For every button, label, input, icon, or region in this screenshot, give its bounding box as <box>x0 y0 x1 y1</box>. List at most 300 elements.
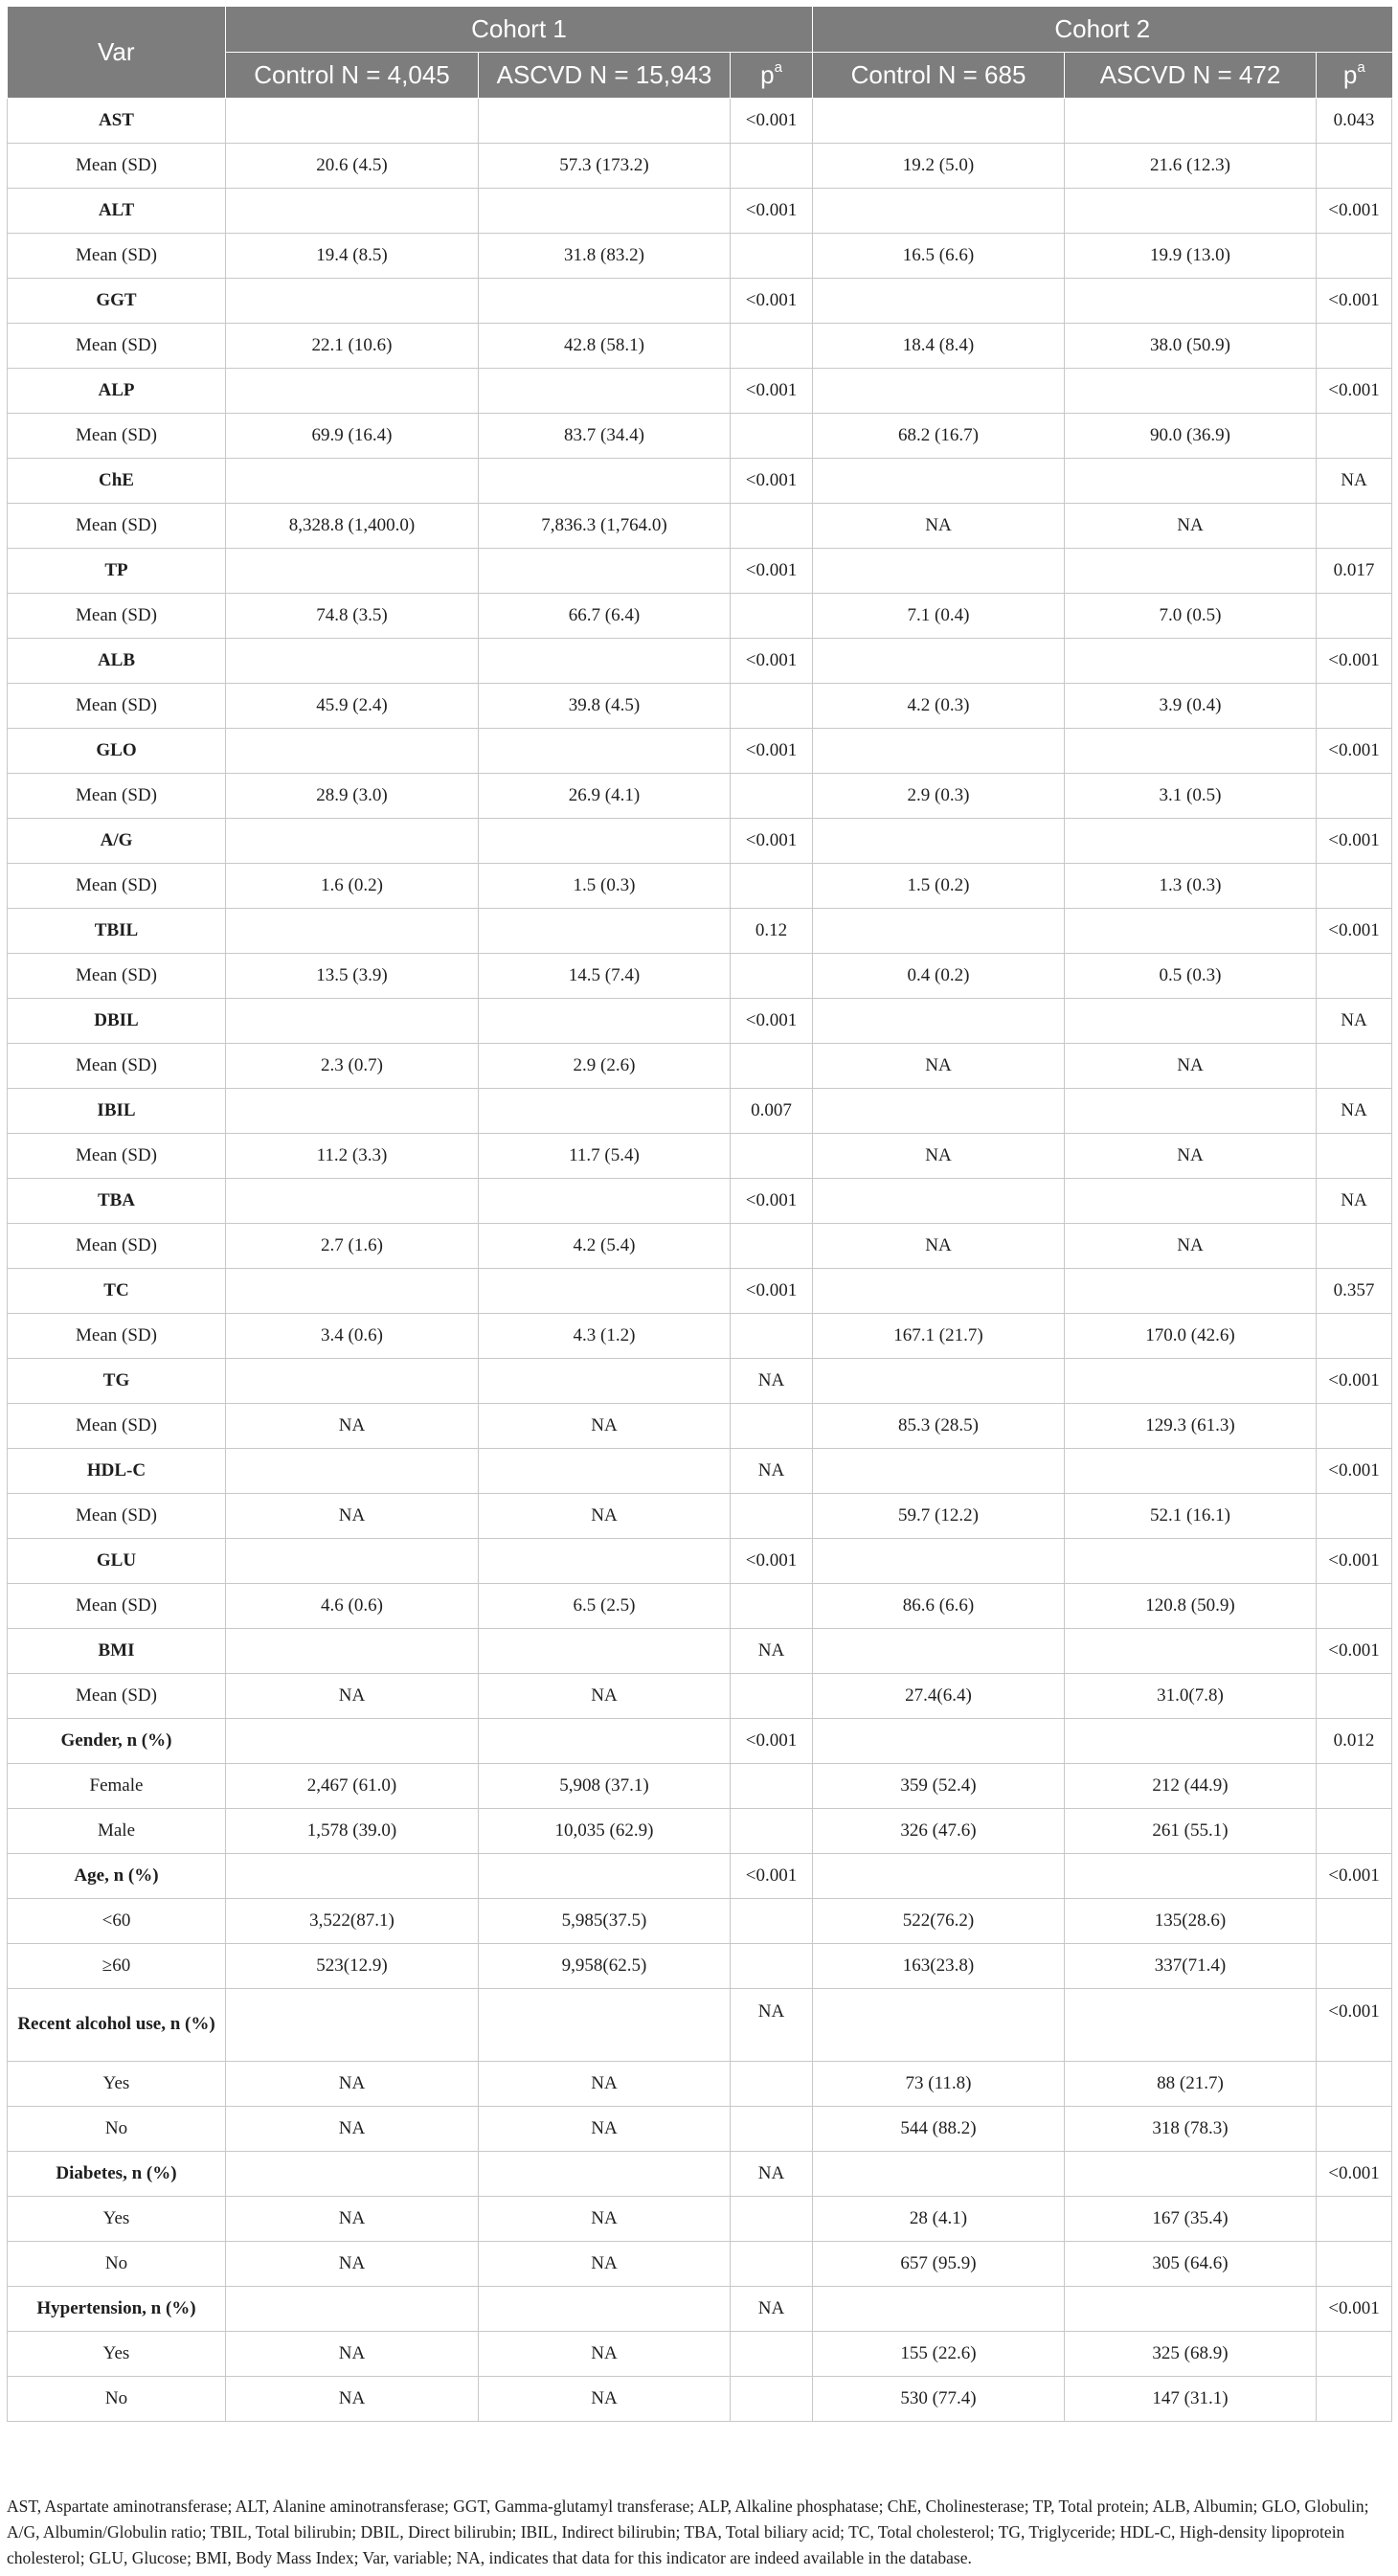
table-container <box>7 7 1391 2422</box>
cell-c1-control: 1.6 (0.2) <box>226 864 479 909</box>
cell-c2-ascvd: 170.0 (42.6) <box>1065 1314 1317 1359</box>
empty-cell <box>813 1089 1065 1134</box>
p-value-cohort-2: 0.043 <box>1317 99 1392 144</box>
p-value-cohort-2: 0.012 <box>1317 1719 1392 1764</box>
table-body <box>8 99 1392 2422</box>
cell-c1-control: NA <box>226 2197 479 2242</box>
empty-cell <box>479 1539 731 1584</box>
empty-cell <box>226 819 479 864</box>
empty-cell <box>479 2287 731 2332</box>
cell-c2-control: NA <box>813 1044 1065 1089</box>
cell-c2-control: NA <box>813 504 1065 549</box>
empty-cell <box>1317 324 1392 369</box>
cell-c2-control: 163(23.8) <box>813 1944 1065 1989</box>
empty-cell <box>226 1629 479 1674</box>
table-row-value <box>8 594 1392 639</box>
cell-c1-ascvd: 4.2 (5.4) <box>479 1224 731 1269</box>
empty-cell <box>226 549 479 594</box>
cell-c1-ascvd: NA <box>479 2332 731 2377</box>
cell-c1-control: 1,578 (39.0) <box>226 1809 479 1854</box>
empty-cell <box>1065 1089 1317 1134</box>
empty-cell <box>813 99 1065 144</box>
p-value-cohort-1: <0.001 <box>731 639 813 684</box>
cell-c1-ascvd: 42.8 (58.1) <box>479 324 731 369</box>
empty-cell <box>731 2062 813 2107</box>
cell-c2-control: 4.2 (0.3) <box>813 684 1065 729</box>
table-row-group <box>8 819 1392 864</box>
empty-cell <box>1065 639 1317 684</box>
cell-c1-ascvd: NA <box>479 2197 731 2242</box>
cell-c2-ascvd: 21.6 (12.3) <box>1065 144 1317 189</box>
p-value-cohort-2: <0.001 <box>1317 909 1392 954</box>
cell-c2-control: 68.2 (16.7) <box>813 414 1065 459</box>
cell-c1-control: NA <box>226 2332 479 2377</box>
cell-c1-ascvd: NA <box>479 2062 731 2107</box>
row-label: Mean (SD) <box>8 144 226 189</box>
cell-c1-ascvd: NA <box>479 1404 731 1449</box>
p-value-cohort-1: <0.001 <box>731 1539 813 1584</box>
cell-c1-control: 22.1 (10.6) <box>226 324 479 369</box>
table-row-group <box>8 909 1392 954</box>
table-row-group <box>8 1719 1392 1764</box>
empty-cell <box>1317 1674 1392 1719</box>
row-label: <60 <box>8 1899 226 1944</box>
cell-c1-ascvd: 10,035 (62.9) <box>479 1809 731 1854</box>
cell-c2-control: 18.4 (8.4) <box>813 324 1065 369</box>
table-footnote: AST, Aspartate aminotransferase; ALT, Alanine aminotransferase; GGT, Gamma-glutamyl transferase; ALP, Alkaline phosphatase; ChE, Cholinesterase; TP, Total protein; ALB, Albumin; GLO, Globulin; A/G, Albumin/Globulin ratio; TBIL, Total bilirubin; DBIL, Direct bilirubin; IBIL, Indirect bilirubin; TBA, Total biliary acid; TC, Total cholesterol; TG, Triglyceride; HDL-C, High-density lipoprotein cholesterol; GLU, Glucose; BMI, Body Mass Index; Var, variable; NA, indicates that data for this indicator are indeed available in the database. <box>7 2497 1369 2567</box>
empty-cell <box>479 549 731 594</box>
cell-c1-control: 3.4 (0.6) <box>226 1314 479 1359</box>
cell-c2-control: 27.4(6.4) <box>813 1674 1065 1719</box>
empty-cell <box>226 1854 479 1899</box>
cell-c1-ascvd: 4.3 (1.2) <box>479 1314 731 1359</box>
table-row-group <box>8 1179 1392 1224</box>
empty-cell <box>813 549 1065 594</box>
cell-c1-ascvd: NA <box>479 1674 731 1719</box>
row-label: Mean (SD) <box>8 234 226 279</box>
row-label: HDL-C <box>8 1449 226 1494</box>
row-label: Mean (SD) <box>8 1674 226 1719</box>
empty-cell <box>731 684 813 729</box>
empty-cell <box>1317 1314 1392 1359</box>
cell-c1-control: 2,467 (61.0) <box>226 1764 479 1809</box>
table-row-value <box>8 504 1392 549</box>
empty-cell <box>1065 1179 1317 1224</box>
empty-cell <box>1317 864 1392 909</box>
p-value-cohort-2: <0.001 <box>1317 189 1392 234</box>
row-label: ≥60 <box>8 1944 226 1989</box>
table-row-value <box>8 2242 1392 2287</box>
cell-c1-ascvd: 7,836.3 (1,764.0) <box>479 504 731 549</box>
cell-c2-control: 86.6 (6.6) <box>813 1584 1065 1629</box>
empty-cell <box>731 234 813 279</box>
p-value-cohort-1: <0.001 <box>731 999 813 1044</box>
empty-cell <box>813 819 1065 864</box>
table-header <box>8 7 1392 99</box>
empty-cell <box>731 1764 813 1809</box>
empty-cell <box>731 1134 813 1179</box>
empty-cell <box>731 504 813 549</box>
empty-cell <box>226 1539 479 1584</box>
table-row-group <box>8 1449 1392 1494</box>
cell-c2-control: 167.1 (21.7) <box>813 1314 1065 1359</box>
cell-c2-ascvd: 147 (31.1) <box>1065 2377 1317 2422</box>
empty-cell <box>1317 2332 1392 2377</box>
cell-c1-control: 2.7 (1.6) <box>226 1224 479 1269</box>
empty-cell <box>479 1179 731 1224</box>
empty-cell <box>1065 1629 1317 1674</box>
empty-cell <box>813 369 1065 414</box>
cell-c2-control: 522(76.2) <box>813 1899 1065 1944</box>
empty-cell <box>731 594 813 639</box>
table-row-value <box>8 1224 1392 1269</box>
cell-c2-ascvd: 3.9 (0.4) <box>1065 684 1317 729</box>
row-label: ALP <box>8 369 226 414</box>
empty-cell <box>1065 1854 1317 1899</box>
p-value-cohort-1: <0.001 <box>731 729 813 774</box>
cell-c1-control: 8,328.8 (1,400.0) <box>226 504 479 549</box>
empty-cell <box>479 1449 731 1494</box>
cell-c1-control: 69.9 (16.4) <box>226 414 479 459</box>
empty-cell <box>731 1494 813 1539</box>
header-c1-p <box>731 53 813 99</box>
row-label: IBIL <box>8 1089 226 1134</box>
empty-cell <box>479 459 731 504</box>
table-row-value <box>8 954 1392 999</box>
cell-c2-ascvd: 38.0 (50.9) <box>1065 324 1317 369</box>
empty-cell <box>1317 2377 1392 2422</box>
p-value-cohort-1: <0.001 <box>731 1269 813 1314</box>
empty-cell <box>813 1629 1065 1674</box>
empty-cell <box>731 1674 813 1719</box>
cell-c1-control: 28.9 (3.0) <box>226 774 479 819</box>
empty-cell <box>479 1989 731 2062</box>
empty-cell <box>1317 144 1392 189</box>
p-superscript: a <box>774 59 782 77</box>
cell-c2-control: 544 (88.2) <box>813 2107 1065 2152</box>
row-label: TC <box>8 1269 226 1314</box>
row-label: No <box>8 2107 226 2152</box>
empty-cell <box>731 2107 813 2152</box>
empty-cell <box>731 144 813 189</box>
empty-cell <box>1065 999 1317 1044</box>
cell-c1-ascvd: 5,985(37.5) <box>479 1899 731 1944</box>
cell-c2-ascvd: 305 (64.6) <box>1065 2242 1317 2287</box>
table-row-value <box>8 1809 1392 1854</box>
p-value-cohort-1: <0.001 <box>731 549 813 594</box>
cell-c2-control: 19.2 (5.0) <box>813 144 1065 189</box>
cell-c2-ascvd: 325 (68.9) <box>1065 2332 1317 2377</box>
table-row-value <box>8 1584 1392 1629</box>
row-label: TG <box>8 1359 226 1404</box>
row-label: Mean (SD) <box>8 684 226 729</box>
table-row-value <box>8 1314 1392 1359</box>
empty-cell <box>1065 729 1317 774</box>
cell-c2-ascvd: 31.0(7.8) <box>1065 1674 1317 1719</box>
p-label: p <box>760 60 775 89</box>
table-row-value <box>8 1899 1392 1944</box>
row-label: Mean (SD) <box>8 1224 226 1269</box>
empty-cell <box>226 1719 479 1764</box>
row-label: Mean (SD) <box>8 864 226 909</box>
cell-c2-control: 85.3 (28.5) <box>813 1404 1065 1449</box>
empty-cell <box>479 99 731 144</box>
p-value-cohort-2: <0.001 <box>1317 1449 1392 1494</box>
p-value-cohort-2: <0.001 <box>1317 1539 1392 1584</box>
table-row-group <box>8 729 1392 774</box>
cell-c2-ascvd: 337(71.4) <box>1065 1944 1317 1989</box>
cell-c1-control: NA <box>226 2377 479 2422</box>
empty-cell <box>813 1449 1065 1494</box>
cell-c2-control: 359 (52.4) <box>813 1764 1065 1809</box>
cell-c2-control: 326 (47.6) <box>813 1809 1065 1854</box>
cell-c2-ascvd: 135(28.6) <box>1065 1899 1317 1944</box>
empty-cell <box>1065 2152 1317 2197</box>
p-value-cohort-1: NA <box>731 1359 813 1404</box>
empty-cell <box>731 1224 813 1269</box>
row-label: Mean (SD) <box>8 414 226 459</box>
cell-c1-control: 45.9 (2.4) <box>226 684 479 729</box>
empty-cell <box>1065 2287 1317 2332</box>
empty-cell <box>1065 459 1317 504</box>
p-value-cohort-2: <0.001 <box>1317 2152 1392 2197</box>
row-label: AST <box>8 99 226 144</box>
empty-cell <box>226 369 479 414</box>
empty-cell <box>1317 1809 1392 1854</box>
cell-c2-control: 28 (4.1) <box>813 2197 1065 2242</box>
empty-cell <box>1317 1899 1392 1944</box>
empty-cell <box>731 2377 813 2422</box>
empty-cell <box>1317 1584 1392 1629</box>
cell-c2-control: NA <box>813 1134 1065 1179</box>
table-row-group <box>8 369 1392 414</box>
empty-cell <box>1317 1764 1392 1809</box>
empty-cell <box>479 1854 731 1899</box>
empty-cell <box>226 1989 479 2062</box>
empty-cell <box>731 864 813 909</box>
p-value-cohort-1: <0.001 <box>731 1179 813 1224</box>
empty-cell <box>731 1314 813 1359</box>
table-row-group <box>8 1854 1392 1899</box>
cell-c1-control: 11.2 (3.3) <box>226 1134 479 1179</box>
table-row-value <box>8 1764 1392 1809</box>
cell-c2-control: 155 (22.6) <box>813 2332 1065 2377</box>
row-label: Male <box>8 1809 226 1854</box>
row-label: Gender, n (%) <box>8 1719 226 1764</box>
cell-c2-ascvd: 7.0 (0.5) <box>1065 594 1317 639</box>
empty-cell <box>479 1359 731 1404</box>
empty-cell <box>1065 1359 1317 1404</box>
row-label: Age, n (%) <box>8 1854 226 1899</box>
empty-cell <box>1317 1944 1392 1989</box>
table-row-group <box>8 1089 1392 1134</box>
empty-cell <box>226 1269 479 1314</box>
cell-c1-ascvd: 2.9 (2.6) <box>479 1044 731 1089</box>
empty-cell <box>226 639 479 684</box>
empty-cell <box>731 1899 813 1944</box>
empty-cell <box>731 1584 813 1629</box>
cell-c1-ascvd: 14.5 (7.4) <box>479 954 731 999</box>
row-label: TP <box>8 549 226 594</box>
cell-c1-control: 74.8 (3.5) <box>226 594 479 639</box>
row-label: TBA <box>8 1179 226 1224</box>
p-value-cohort-2: 0.357 <box>1317 1269 1392 1314</box>
table-row-value <box>8 144 1392 189</box>
row-label: Mean (SD) <box>8 1044 226 1089</box>
header-cohort-1: Cohort 1 <box>226 7 813 53</box>
empty-cell <box>479 2152 731 2197</box>
table-row-group <box>8 279 1392 324</box>
empty-cell <box>226 909 479 954</box>
cell-c2-ascvd: 167 (35.4) <box>1065 2197 1317 2242</box>
table-row-value <box>8 234 1392 279</box>
cell-c2-control: 73 (11.8) <box>813 2062 1065 2107</box>
empty-cell <box>1317 1494 1392 1539</box>
empty-cell <box>813 459 1065 504</box>
empty-cell <box>731 2242 813 2287</box>
empty-cell <box>479 639 731 684</box>
p-value-cohort-2: <0.001 <box>1317 2287 1392 2332</box>
empty-cell <box>479 1269 731 1314</box>
empty-cell <box>1317 2242 1392 2287</box>
table-row-value <box>8 1404 1392 1449</box>
empty-cell <box>1065 909 1317 954</box>
empty-cell <box>731 774 813 819</box>
empty-cell <box>1065 1449 1317 1494</box>
cell-c2-ascvd: 120.8 (50.9) <box>1065 1584 1317 1629</box>
empty-cell <box>479 1719 731 1764</box>
empty-cell <box>226 999 479 1044</box>
cell-c1-ascvd: 9,958(62.5) <box>479 1944 731 1989</box>
row-label: Yes <box>8 2197 226 2242</box>
header-cohort-2: Cohort 2 <box>813 7 1392 53</box>
cell-c2-ascvd: 90.0 (36.9) <box>1065 414 1317 459</box>
empty-cell <box>1317 594 1392 639</box>
cell-c1-control: NA <box>226 1674 479 1719</box>
empty-cell <box>1317 2062 1392 2107</box>
empty-cell <box>731 324 813 369</box>
empty-cell <box>731 414 813 459</box>
cell-c1-ascvd: NA <box>479 2377 731 2422</box>
empty-cell <box>1317 1044 1392 1089</box>
table-row-value <box>8 1944 1392 1989</box>
cell-c2-ascvd: 261 (55.1) <box>1065 1809 1317 1854</box>
p-superscript: a <box>1357 59 1365 77</box>
empty-cell <box>731 1404 813 1449</box>
row-label: No <box>8 2377 226 2422</box>
empty-cell <box>479 369 731 414</box>
cell-c1-ascvd: 39.8 (4.5) <box>479 684 731 729</box>
cell-c1-ascvd: 83.7 (34.4) <box>479 414 731 459</box>
p-value-cohort-2: <0.001 <box>1317 369 1392 414</box>
empty-cell <box>1065 1269 1317 1314</box>
cell-c1-ascvd: NA <box>479 2242 731 2287</box>
empty-cell <box>1317 234 1392 279</box>
empty-cell <box>813 1359 1065 1404</box>
cell-c1-ascvd: 5,908 (37.1) <box>479 1764 731 1809</box>
empty-cell <box>479 999 731 1044</box>
empty-cell <box>226 99 479 144</box>
cell-c2-ascvd: 129.3 (61.3) <box>1065 1404 1317 1449</box>
table-row-value <box>8 1044 1392 1089</box>
cell-c1-ascvd: 57.3 (173.2) <box>479 144 731 189</box>
cell-c1-ascvd: 66.7 (6.4) <box>479 594 731 639</box>
empty-cell <box>813 1179 1065 1224</box>
cell-c2-control: 657 (95.9) <box>813 2242 1065 2287</box>
p-value-cohort-2: NA <box>1317 999 1392 1044</box>
table-row-value <box>8 1494 1392 1539</box>
table-row-value <box>8 2197 1392 2242</box>
table-row-group <box>8 189 1392 234</box>
empty-cell <box>1065 549 1317 594</box>
p-value-cohort-2: NA <box>1317 459 1392 504</box>
row-label: ALT <box>8 189 226 234</box>
row-label: Mean (SD) <box>8 1494 226 1539</box>
table-row-group <box>8 549 1392 594</box>
cell-c1-control: NA <box>226 2062 479 2107</box>
empty-cell <box>813 729 1065 774</box>
table-row-group <box>8 99 1392 144</box>
p-value-cohort-2: NA <box>1317 1089 1392 1134</box>
table-row-group <box>8 2152 1392 2197</box>
empty-cell <box>226 279 479 324</box>
empty-cell <box>813 2287 1065 2332</box>
table-row-group <box>8 1539 1392 1584</box>
cell-c2-ascvd: NA <box>1065 1134 1317 1179</box>
p-value-cohort-1: <0.001 <box>731 369 813 414</box>
cell-c2-ascvd: 1.3 (0.3) <box>1065 864 1317 909</box>
p-value-cohort-1: <0.001 <box>731 1854 813 1899</box>
p-value-cohort-2: <0.001 <box>1317 279 1392 324</box>
empty-cell <box>1065 279 1317 324</box>
row-label: ALB <box>8 639 226 684</box>
data-table <box>7 7 1392 2422</box>
empty-cell <box>813 1989 1065 2062</box>
empty-cell <box>1065 99 1317 144</box>
cell-c1-ascvd: 26.9 (4.1) <box>479 774 731 819</box>
cell-c2-ascvd: 88 (21.7) <box>1065 2062 1317 2107</box>
cell-c2-control: 16.5 (6.6) <box>813 234 1065 279</box>
cell-c1-control: 523(12.9) <box>226 1944 479 1989</box>
p-value-cohort-1: <0.001 <box>731 1719 813 1764</box>
cell-c2-ascvd: 3.1 (0.5) <box>1065 774 1317 819</box>
empty-cell <box>813 1854 1065 1899</box>
empty-cell <box>1317 1134 1392 1179</box>
row-label: TBIL <box>8 909 226 954</box>
empty-cell <box>813 1719 1065 1764</box>
table-row-value <box>8 1674 1392 1719</box>
p-value-cohort-1: <0.001 <box>731 819 813 864</box>
p-value-cohort-2: <0.001 <box>1317 1359 1392 1404</box>
empty-cell <box>813 1269 1065 1314</box>
table-row-value <box>8 864 1392 909</box>
cell-c1-ascvd: 1.5 (0.3) <box>479 864 731 909</box>
table-row-value <box>8 2377 1392 2422</box>
empty-cell <box>226 459 479 504</box>
p-value-cohort-1: 0.12 <box>731 909 813 954</box>
cell-c1-control: NA <box>226 2242 479 2287</box>
row-label: Mean (SD) <box>8 1134 226 1179</box>
p-value-cohort-1: 0.007 <box>731 1089 813 1134</box>
empty-cell <box>813 999 1065 1044</box>
empty-cell <box>1317 774 1392 819</box>
row-label: GLO <box>8 729 226 774</box>
cell-c2-control: 2.9 (0.3) <box>813 774 1065 819</box>
empty-cell <box>813 1539 1065 1584</box>
empty-cell <box>1065 819 1317 864</box>
cell-c2-control: 1.5 (0.2) <box>813 864 1065 909</box>
table-row-value <box>8 2062 1392 2107</box>
